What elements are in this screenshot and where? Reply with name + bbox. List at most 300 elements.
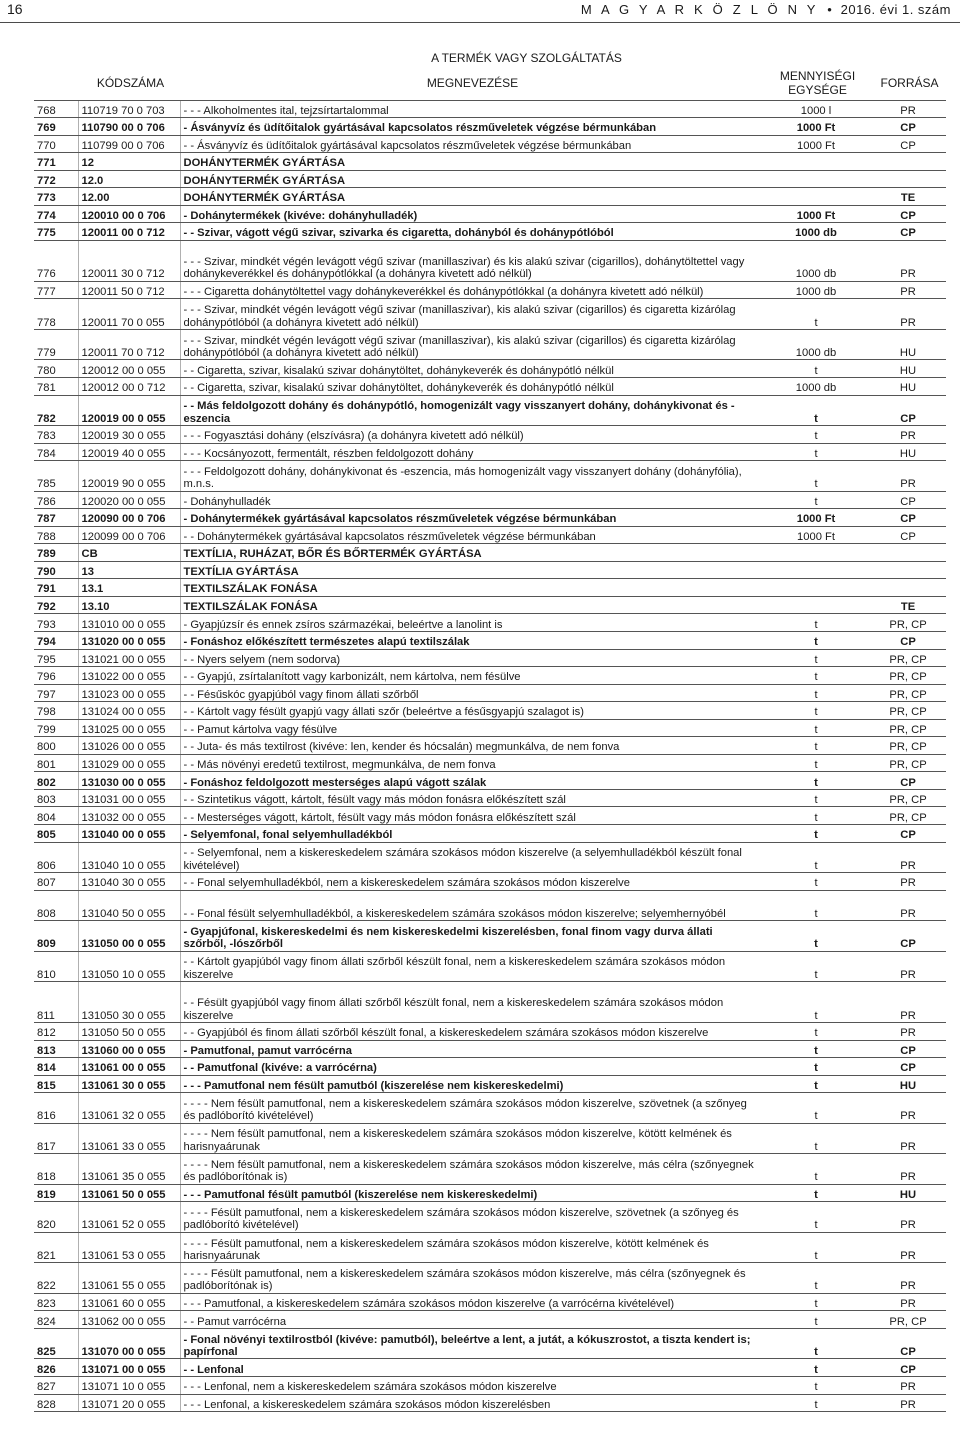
product-name: - - - Fogyasztási dohány (elszívásra) (a dohányra kivetett adó nélkül) xyxy=(180,426,762,444)
data-source: PR xyxy=(870,951,946,982)
table-row xyxy=(34,1093,946,1124)
data-source: HU xyxy=(870,360,946,378)
row-number: 783 xyxy=(34,426,78,444)
product-code: 120011 70 0 712 xyxy=(78,329,180,360)
row-number: 795 xyxy=(34,649,78,667)
row-number: 805 xyxy=(34,825,78,843)
product-code: 120019 40 0 055 xyxy=(78,443,180,461)
table-row xyxy=(34,1359,946,1377)
data-source: PR, CP xyxy=(870,1311,946,1329)
table-row xyxy=(34,491,946,509)
product-code: 131050 50 0 055 xyxy=(78,1023,180,1041)
product-name: TEXTÍLIA GYÁRTÁSA xyxy=(180,561,762,579)
quantity-unit xyxy=(762,188,870,206)
quantity-unit: t xyxy=(762,649,870,667)
product-code: 120099 00 0 706 xyxy=(78,526,180,544)
row-number: 813 xyxy=(34,1040,78,1058)
product-name: - - Szintetikus vágott, kártolt, fésült vagy más módon fonásra előkészített szál xyxy=(180,789,762,807)
row-number: 771 xyxy=(34,153,78,171)
data-source: PR, CP xyxy=(870,719,946,737)
data-source: PR xyxy=(870,461,946,492)
product-name: - - Gyapjúból és finom állati szőrből készült fonal, a kiskereskedelem számára szokásos módon kiszerelve xyxy=(180,1023,762,1041)
table-row xyxy=(34,631,946,649)
product-name: - - - Cigaretta dohánytöltettel vagy dohánykeverékkel és dohánypótlókkal (a dohányra kivetett adó nélkül) xyxy=(180,281,762,299)
product-name: - - - Lenfonal, nem a kiskereskedelem számára szokásos módon kiszerelve xyxy=(180,1376,762,1394)
table-row xyxy=(34,281,946,299)
table-row xyxy=(34,100,946,118)
quantity-unit: t xyxy=(762,667,870,685)
table-row xyxy=(34,789,946,807)
table-row xyxy=(34,1394,946,1412)
row-number: 824 xyxy=(34,1311,78,1329)
table-row xyxy=(34,135,946,153)
table-row xyxy=(34,1311,946,1329)
table-row xyxy=(34,1328,946,1359)
product-name: DOHÁNYTERMÉK GYÁRTÁSA xyxy=(180,188,762,206)
row-number: 788 xyxy=(34,526,78,544)
product-name: - Selyemfonal, fonal selyemhulladékból xyxy=(180,825,762,843)
quantity-unit: t xyxy=(762,825,870,843)
row-number: 802 xyxy=(34,772,78,790)
quantity-unit: 1000 db xyxy=(762,281,870,299)
data-source: PR xyxy=(870,240,946,281)
table-row xyxy=(34,754,946,772)
product-code: 131030 00 0 055 xyxy=(78,772,180,790)
table-row xyxy=(34,684,946,702)
row-number: 816 xyxy=(34,1093,78,1124)
product-name: - - - Szivar, mindkét végén levágott végű szivar (manillaszivar) és kis alakú szivar (cigarillos), dohánytöltettel vagy dohánykeverékkel és dohánypótlókkal (a dohányra kivetett adó nélkül) xyxy=(180,240,762,281)
product-name: - - - - Nem fésült pamutfonal, nem a kiskereskedelem számára szokásos módon kiszerelve, más célra (szőnyegnek és padlóborítónak is) xyxy=(180,1154,762,1185)
row-number: 774 xyxy=(34,205,78,223)
data-source: PR xyxy=(870,873,946,891)
data-source: CP xyxy=(870,631,946,649)
row-number: 800 xyxy=(34,737,78,755)
product-code: 120019 30 0 055 xyxy=(78,426,180,444)
table-row xyxy=(34,921,946,952)
quantity-unit xyxy=(762,153,870,171)
quantity-unit: 1000 db xyxy=(762,223,870,241)
table-row xyxy=(34,461,946,492)
product-code: 110799 00 0 706 xyxy=(78,135,180,153)
table-row xyxy=(34,1123,946,1154)
product-code: 131061 53 0 055 xyxy=(78,1232,180,1263)
data-source: HU xyxy=(870,1184,946,1202)
row-number: 791 xyxy=(34,579,78,597)
product-code: 120011 50 0 712 xyxy=(78,281,180,299)
product-name: DOHÁNYTERMÉK GYÁRTÁSA xyxy=(180,153,762,171)
product-name: - - Dohánytermékek gyártásával kapcsolatos részműveletek végzése bérmunkában xyxy=(180,526,762,544)
data-source: PR xyxy=(870,1202,946,1233)
row-number: 781 xyxy=(34,377,78,395)
data-source: HU xyxy=(870,1075,946,1093)
data-source: HU xyxy=(870,329,946,360)
data-source: PR xyxy=(870,842,946,873)
product-code: 131023 00 0 055 xyxy=(78,684,180,702)
table-row xyxy=(34,170,946,188)
row-number: 825 xyxy=(34,1328,78,1359)
table-row xyxy=(34,526,946,544)
quantity-unit: t xyxy=(762,1293,870,1311)
quantity-unit: t xyxy=(762,1075,870,1093)
product-name: - - - Kocsányozott, fermentált, részben feldolgozott dohány xyxy=(180,443,762,461)
row-number: 818 xyxy=(34,1154,78,1185)
product-code: 120011 70 0 055 xyxy=(78,299,180,330)
data-source: CP xyxy=(870,509,946,527)
product-name: - - - - Nem fésült pamutfonal, nem a kiskereskedelem számára szokásos módon kiszerelve, kötött kelmének és harisnyaárunak xyxy=(180,1123,762,1154)
product-name: - - Gyapjú, zsírtalanított vagy karbonizált, nem kártolva, nem fésülve xyxy=(180,667,762,685)
product-name: - - Cigaretta, szivar, kisalakú szivar dohánytöltet, dohánykeverék és dohánypótló nélkül xyxy=(180,360,762,378)
product-code: 120090 00 0 706 xyxy=(78,509,180,527)
product-name: TEXTÍLIA, RUHÁZAT, BŐR ÉS BŐRTERMÉK GYÁRTÁSA xyxy=(180,544,762,562)
row-number: 786 xyxy=(34,491,78,509)
product-name: - - Juta- és más textilrost (kivéve: len, kender és hócsalán) megmunkálva, de nem fonva xyxy=(180,737,762,755)
product-code: 13.1 xyxy=(78,579,180,597)
table-row xyxy=(34,377,946,395)
product-code: 131061 00 0 055 xyxy=(78,1058,180,1076)
data-source: PR, CP xyxy=(870,807,946,825)
quantity-unit: t xyxy=(762,842,870,873)
quantity-unit xyxy=(762,544,870,562)
product-code: 131050 00 0 055 xyxy=(78,921,180,952)
table-row xyxy=(34,1075,946,1093)
table-row xyxy=(34,395,946,426)
product-code: 131040 10 0 055 xyxy=(78,842,180,873)
product-code: 131032 00 0 055 xyxy=(78,807,180,825)
quantity-unit: t xyxy=(762,1328,870,1359)
product-table xyxy=(34,50,946,1412)
quantity-unit: t xyxy=(762,684,870,702)
table-row xyxy=(34,1154,946,1185)
table-row xyxy=(34,579,946,597)
row-number: 796 xyxy=(34,667,78,685)
table-row xyxy=(34,1023,946,1041)
data-source: PR, CP xyxy=(870,614,946,632)
quantity-unit: t xyxy=(762,1154,870,1185)
table-row xyxy=(34,1202,946,1233)
table-row xyxy=(34,1184,946,1202)
row-number: 790 xyxy=(34,561,78,579)
data-source: PR xyxy=(870,281,946,299)
table-row xyxy=(34,1058,946,1076)
data-source: TE xyxy=(870,188,946,206)
quantity-unit: t xyxy=(762,614,870,632)
data-source: PR xyxy=(870,1376,946,1394)
data-source: PR xyxy=(870,890,946,921)
product-code: 12 xyxy=(78,153,180,171)
data-source: PR, CP xyxy=(870,649,946,667)
product-code: 110719 70 0 703 xyxy=(78,100,180,118)
table-row xyxy=(34,561,946,579)
product-code: 13.10 xyxy=(78,596,180,614)
quantity-unit: t xyxy=(762,921,870,952)
data-source: PR xyxy=(870,100,946,118)
data-source: PR, CP xyxy=(870,702,946,720)
product-name: - - - Feldolgozott dohány, dohánykivonat és -eszencia, más homogenizált vagy visszanyert dohány (dohányfólia), m.n.s. xyxy=(180,461,762,492)
row-number: 785 xyxy=(34,461,78,492)
quantity-unit: t xyxy=(762,1040,870,1058)
title-separator: • xyxy=(827,2,832,17)
product-code: 131040 50 0 055 xyxy=(78,890,180,921)
data-source: CP xyxy=(870,118,946,136)
data-source: PR, CP xyxy=(870,667,946,685)
table-row xyxy=(34,240,946,281)
row-number: 812 xyxy=(34,1023,78,1041)
table-row xyxy=(34,426,946,444)
quantity-unit: t xyxy=(762,1263,870,1294)
table-row xyxy=(34,596,946,614)
quantity-unit xyxy=(762,579,870,597)
row-number: 780 xyxy=(34,360,78,378)
table-row xyxy=(34,443,946,461)
data-source: TE xyxy=(870,596,946,614)
group-header: A TERMÉK VAGY SZOLGÁLTATÁS xyxy=(431,51,622,66)
row-number: 789 xyxy=(34,544,78,562)
product-name: TEXTILSZÁLAK FONÁSA xyxy=(180,579,762,597)
table-row xyxy=(34,737,946,755)
product-code: 131061 55 0 055 xyxy=(78,1263,180,1294)
row-number: 801 xyxy=(34,754,78,772)
table-row xyxy=(34,1040,946,1058)
product-code: 131022 00 0 055 xyxy=(78,667,180,685)
row-number: 769 xyxy=(34,118,78,136)
name-header: MEGNEVEZÉSE xyxy=(180,67,762,100)
quantity-unit: 1000 Ft xyxy=(762,135,870,153)
table-row xyxy=(34,873,946,891)
product-name: - - - - Fésült pamutfonal, nem a kiskereskedelem számára szokásos módon kiszerelve, más célra (szőnyegnek és padlóborítónak is) xyxy=(180,1263,762,1294)
row-number: 817 xyxy=(34,1123,78,1154)
data-source: HU xyxy=(870,443,946,461)
quantity-unit: 1000 Ft xyxy=(762,118,870,136)
data-source: CP xyxy=(870,1359,946,1377)
product-code: 131050 30 0 055 xyxy=(78,982,180,1023)
row-number: 827 xyxy=(34,1376,78,1394)
data-source: PR xyxy=(870,1293,946,1311)
product-code: 131025 00 0 055 xyxy=(78,719,180,737)
quantity-unit: t xyxy=(762,1359,870,1377)
quantity-unit: t xyxy=(762,395,870,426)
data-source xyxy=(870,153,946,171)
product-name: - Dohánytermékek gyártásával kapcsolatos részműveletek végzése bérmunkában xyxy=(180,509,762,527)
quantity-unit: 1000 db xyxy=(762,240,870,281)
data-source: CP xyxy=(870,135,946,153)
quantity-unit xyxy=(762,170,870,188)
data-source xyxy=(870,170,946,188)
quantity-unit: t xyxy=(762,807,870,825)
unit-header: MENNYISÉGI EGYSÉGE xyxy=(762,67,870,100)
table-row xyxy=(34,772,946,790)
product-code: 120012 00 0 712 xyxy=(78,377,180,395)
data-source: CP xyxy=(870,772,946,790)
quantity-unit: t xyxy=(762,426,870,444)
quantity-unit: 1000 Ft xyxy=(762,526,870,544)
journal-title: M A G Y A R K Ö Z L Ö N Y xyxy=(580,2,819,17)
quantity-unit: t xyxy=(762,890,870,921)
row-number: 821 xyxy=(34,1232,78,1263)
product-code: 131021 00 0 055 xyxy=(78,649,180,667)
product-code: 131010 00 0 055 xyxy=(78,614,180,632)
product-name: - - Pamut kártolva vagy fésülve xyxy=(180,719,762,737)
product-code: 131061 33 0 055 xyxy=(78,1123,180,1154)
quantity-unit: t xyxy=(762,631,870,649)
quantity-unit: t xyxy=(762,1093,870,1124)
table-row xyxy=(34,1263,946,1294)
product-code: 12.00 xyxy=(78,188,180,206)
product-code: 131061 30 0 055 xyxy=(78,1075,180,1093)
product-code: CB xyxy=(78,544,180,562)
product-name: - - Mesterséges vágott, kártolt, fésült vagy más módon fonásra előkészített szál xyxy=(180,807,762,825)
table-row xyxy=(34,299,946,330)
table-row xyxy=(34,825,946,843)
data-source: PR, CP xyxy=(870,789,946,807)
table-row xyxy=(34,205,946,223)
source-header: FORRÁSA xyxy=(870,67,946,100)
quantity-unit: t xyxy=(762,1311,870,1329)
quantity-unit: t xyxy=(762,299,870,330)
data-source: PR xyxy=(870,1123,946,1154)
product-name: - - Cigaretta, szivar, kisalakú szivar dohánytöltet, dohánykeverék és dohánypótló nélkül xyxy=(180,377,762,395)
product-code: 131070 00 0 055 xyxy=(78,1328,180,1359)
product-code: 120019 90 0 055 xyxy=(78,461,180,492)
product-name: TEXTILSZÁLAK FONÁSA xyxy=(180,596,762,614)
data-source: PR, CP xyxy=(870,684,946,702)
quantity-unit: 1000 Ft xyxy=(762,509,870,527)
row-number: 792 xyxy=(34,596,78,614)
data-source: CP xyxy=(870,223,946,241)
product-name: - - Fésült gyapjúból vagy finom állati szőrből készült fonal, nem a kiskereskedelem számára szokásos módon kiszerelve xyxy=(180,982,762,1023)
quantity-unit: t xyxy=(762,719,870,737)
product-name: - Dohányhulladék xyxy=(180,491,762,509)
product-name: DOHÁNYTERMÉK GYÁRTÁSA xyxy=(180,170,762,188)
product-name: - - Ásványvíz és üdítőitalok gyártásával kapcsolatos részműveletek végzése bérmunkában xyxy=(180,135,762,153)
quantity-unit: 1000 Ft xyxy=(762,205,870,223)
data-source: PR xyxy=(870,1394,946,1412)
product-name: - Fonáshoz előkészített természetes alapú textilszálak xyxy=(180,631,762,649)
table-row xyxy=(34,1293,946,1311)
quantity-unit: t xyxy=(762,1058,870,1076)
row-number: 806 xyxy=(34,842,78,873)
product-code: 131029 00 0 055 xyxy=(78,754,180,772)
product-name: - - Szivar, vágott végű szivar, szivarka és cigaretta, dohányból és dohánypótlóból xyxy=(180,223,762,241)
row-number: 826 xyxy=(34,1359,78,1377)
product-code: 131061 32 0 055 xyxy=(78,1093,180,1124)
product-name: - - - Pamutfonal, a kiskereskedelem számára szokásos módon kiszerelve (a varrócérna kivételével) xyxy=(180,1293,762,1311)
product-code: 120011 00 0 712 xyxy=(78,223,180,241)
quantity-unit: t xyxy=(762,702,870,720)
row-number: 808 xyxy=(34,890,78,921)
row-number: 810 xyxy=(34,951,78,982)
table-row xyxy=(34,223,946,241)
quantity-unit: t xyxy=(762,461,870,492)
product-code: 131031 00 0 055 xyxy=(78,789,180,807)
row-number: 784 xyxy=(34,443,78,461)
row-number: 823 xyxy=(34,1293,78,1311)
product-name: - - Pamutfonal (kivéve: a varrócérna) xyxy=(180,1058,762,1076)
data-source: CP xyxy=(870,526,946,544)
product-name: - Ásványvíz és üdítőitalok gyártásával kapcsolatos részműveletek végzése bérmunkában xyxy=(180,118,762,136)
row-number: 828 xyxy=(34,1394,78,1412)
quantity-unit: 1000 l xyxy=(762,100,870,118)
table-row xyxy=(34,509,946,527)
row-number: 814 xyxy=(34,1058,78,1076)
product-name: - - - - Nem fésült pamutfonal, nem a kiskereskedelem számára szokásos módon kiszerelve, szövetnek (a szőnyeg és padlóborító kivételével) xyxy=(180,1093,762,1124)
product-name: - Pamutfonal, pamut varrócérna xyxy=(180,1040,762,1058)
code-header: KÓDSZÁMA xyxy=(78,67,180,100)
product-name: - - - - Fésült pamutfonal, nem a kiskereskedelem számára szokásos módon kiszerelve, szövetnek (a szőnyeg és padlóborító kivételével) xyxy=(180,1202,762,1233)
product-code: 131020 00 0 055 xyxy=(78,631,180,649)
quantity-unit: t xyxy=(762,754,870,772)
data-source xyxy=(870,544,946,562)
row-number: 803 xyxy=(34,789,78,807)
quantity-unit: t xyxy=(762,873,870,891)
data-source xyxy=(870,561,946,579)
quantity-unit: 1000 db xyxy=(762,329,870,360)
product-code: 131062 00 0 055 xyxy=(78,1311,180,1329)
quantity-unit: t xyxy=(762,360,870,378)
product-code: 131024 00 0 055 xyxy=(78,702,180,720)
product-name: - Gyapjúzsír és ennek zsíros származékai, beleértve a lanolint is xyxy=(180,614,762,632)
product-name: - - Fonal fésült selyemhulladékból, a kiskereskedelem számára szokásos módon kiszerelve; selyemhernyóbél xyxy=(180,890,762,921)
table-row xyxy=(34,614,946,632)
data-source: PR xyxy=(870,426,946,444)
product-name: - Gyapjúfonal, kiskereskedelmi és nem kiskereskedelmi kiszerelésben, fonal finom vagy durva állati szőrből, -lószőrből xyxy=(180,921,762,952)
row-number: 778 xyxy=(34,299,78,330)
data-source: PR, CP xyxy=(870,754,946,772)
data-source: CP xyxy=(870,1040,946,1058)
quantity-unit: t xyxy=(762,1123,870,1154)
data-source: PR, CP xyxy=(870,737,946,755)
data-source: CP xyxy=(870,825,946,843)
row-number: 768 xyxy=(34,100,78,118)
quantity-unit: t xyxy=(762,1202,870,1233)
row-number: 782 xyxy=(34,395,78,426)
product-name: - - - Szivar, mindkét végén levágott végű szivar (manillaszivar), kis alakú szivar (cigarillos) és cigaretta kizárólag dohánypótlóból (a dohányra kivetett adó nélkül) xyxy=(180,329,762,360)
data-source: CP xyxy=(870,921,946,952)
row-number: 819 xyxy=(34,1184,78,1202)
data-source: PR xyxy=(870,1232,946,1263)
quantity-unit: t xyxy=(762,1232,870,1263)
table-row xyxy=(34,890,946,921)
quantity-unit: t xyxy=(762,789,870,807)
row-number: 779 xyxy=(34,329,78,360)
product-name: - - - Szivar, mindkét végén levágott végű szivar (manillaszivar), kis alakú szivar (cigarillos) és cigaretta kizárólag dohánypótlóból (a dohányra kivetett adó nélkül) xyxy=(180,299,762,330)
product-code: 131040 00 0 055 xyxy=(78,825,180,843)
row-number: 820 xyxy=(34,1202,78,1233)
data-source: PR xyxy=(870,299,946,330)
data-source: HU xyxy=(870,377,946,395)
data-source: PR xyxy=(870,1154,946,1185)
product-name: - - - Alkoholmentes ital, tejzsírtartalommal xyxy=(180,100,762,118)
product-code: 131061 35 0 055 xyxy=(78,1154,180,1185)
table-row xyxy=(34,1232,946,1263)
product-code: 131061 52 0 055 xyxy=(78,1202,180,1233)
product-name: - - Fésűskóc gyapjúból vagy finom állati szőrből xyxy=(180,684,762,702)
table-row xyxy=(34,667,946,685)
table-row xyxy=(34,719,946,737)
quantity-unit: t xyxy=(762,951,870,982)
product-code: 120011 30 0 712 xyxy=(78,240,180,281)
page-header xyxy=(0,0,960,23)
table-row xyxy=(34,951,946,982)
data-source: CP xyxy=(870,395,946,426)
row-number: 770 xyxy=(34,135,78,153)
product-code: 120019 00 0 055 xyxy=(78,395,180,426)
quantity-unit xyxy=(762,596,870,614)
data-source: CP xyxy=(870,1328,946,1359)
row-number: 794 xyxy=(34,631,78,649)
product-code: 131071 20 0 055 xyxy=(78,1394,180,1412)
row-number: 809 xyxy=(34,921,78,952)
table-row xyxy=(34,118,946,136)
